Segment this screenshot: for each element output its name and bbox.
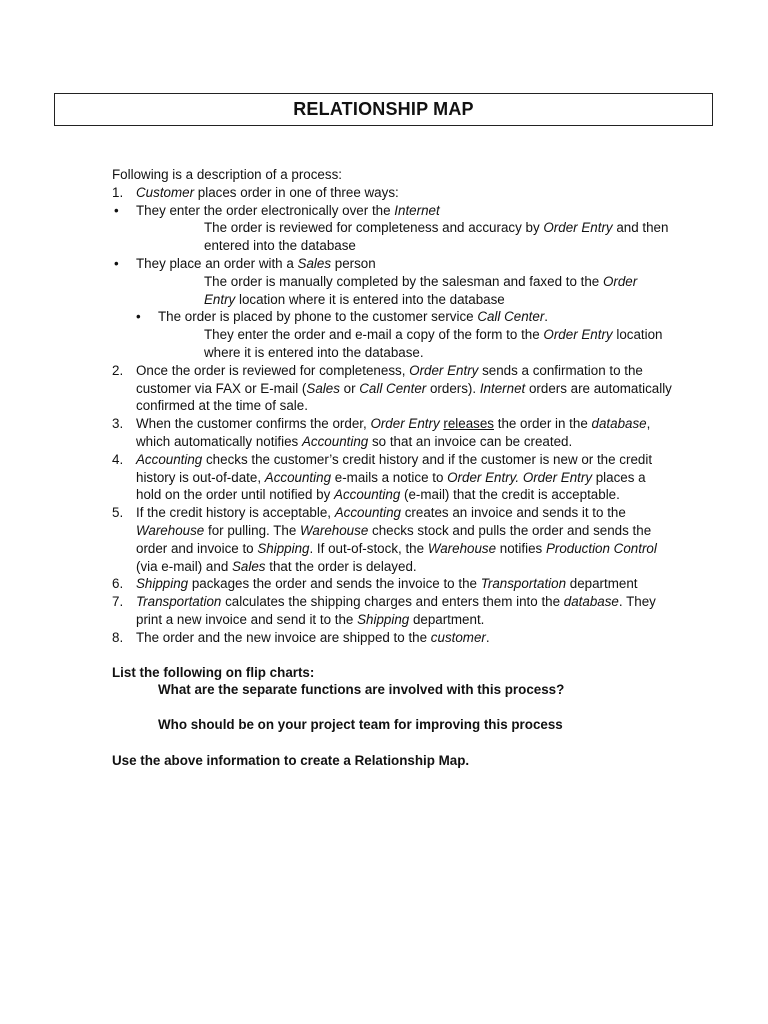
step-text: Customer places order in one of three ways: xyxy=(136,184,399,200)
step-text: Transportation calculates the shipping charges and enters them into the database. They print a new invoice and send it to the Shipping department. xyxy=(136,594,656,627)
underlined-term: releases xyxy=(443,416,494,432)
emphasized-term: Sales xyxy=(306,380,340,396)
emphasized-term: Call Center xyxy=(477,309,545,325)
step-8 xyxy=(112,629,672,647)
step-number: 3. xyxy=(112,416,124,432)
bullet-sales xyxy=(112,255,672,273)
step-number: 2. xyxy=(112,362,124,378)
emphasized-term: Warehouse xyxy=(136,522,205,538)
step-text: Accounting checks the customer’s credit history and if the customer is new or the credit history is out-of-date, Accounting e-mails a notice to Order Entry. Order Entry places a hold on the order until notified by Accounting (e-mail) that the credit is acceptable. xyxy=(136,451,653,503)
intro-text: Following is a description of a process: xyxy=(112,167,342,182)
step-number: 6. xyxy=(112,576,124,592)
emphasized-term: Accounting xyxy=(136,451,203,467)
emphasized-term: Accounting xyxy=(334,505,401,521)
step-number: 8. xyxy=(112,629,124,645)
bullet-icon: • xyxy=(114,255,119,271)
bullet-icon: • xyxy=(114,202,119,218)
step-number: 5. xyxy=(112,505,124,521)
page-title: RELATIONSHIP MAP xyxy=(293,99,474,119)
emphasized-term: Sales xyxy=(297,255,332,271)
emphasized-term: Order Entry xyxy=(543,327,613,343)
step-6 xyxy=(112,575,672,593)
emphasized-term: Order Entry xyxy=(370,416,440,432)
step-7 xyxy=(112,593,672,629)
emphasized-term: Customer xyxy=(136,184,195,200)
emphasized-term: Transportation xyxy=(136,594,222,610)
emphasized-term: Shipping xyxy=(257,540,310,556)
bullet-detail: The order is manually completed by the salesman and faxed to the Order Entry location where it is entered into the database xyxy=(204,273,638,307)
flip-charts-question-2: Who should be on your project team for improving this process xyxy=(158,717,563,733)
bullet-call-center xyxy=(112,308,672,326)
bullet-text: They enter the order electronically over the Internet xyxy=(136,202,440,218)
bullet-text: They place an order with a Sales person xyxy=(136,255,376,271)
step-number: 7. xyxy=(112,594,124,610)
step-text: Once the order is reviewed for completeness, Order Entry sends a confirmation to the customer via FAX or E-mail (Sales or Call Center orders). Internet orders are automatically confirmed at the time of sale. xyxy=(136,362,672,414)
bullet-detail: The order is reviewed for completeness and accuracy by Order Entry and then entered into the database xyxy=(204,220,669,254)
step-3 xyxy=(112,415,672,451)
step-text: Shipping packages the order and sends the invoice to the Transportation department xyxy=(136,576,638,592)
process-description xyxy=(112,166,672,770)
emphasized-term: Accounting xyxy=(264,469,332,485)
emphasized-term: Order Entry xyxy=(543,220,613,236)
emphasized-term: Order Entry. xyxy=(447,469,520,485)
emphasized-term: Accounting xyxy=(301,433,369,449)
bullet-text: The order is placed by phone to the customer service Call Center. xyxy=(158,309,549,325)
step-text: The order and the new invoice are shipped to the customer. xyxy=(136,629,490,645)
emphasized-term: Sales xyxy=(232,558,266,574)
step-number: 1. xyxy=(112,184,124,200)
emphasized-term: Warehouse xyxy=(427,540,497,556)
emphasized-term: Order Entry xyxy=(204,273,638,307)
emphasized-term: Production Control xyxy=(545,540,657,556)
emphasized-term: customer xyxy=(430,629,486,645)
step-4 xyxy=(112,451,672,504)
step-text: If the credit history is acceptable, Accounting creates an invoice and sends it to the Warehouse for pulling. The Warehouse checks stock and pulls the order and sends the order and invoice to Shipping. If out-of-stock, the Warehouse notifies Production Control (via e-mail) and Sales that the order is delayed. xyxy=(136,505,657,574)
step-number: 4. xyxy=(112,451,124,467)
emphasized-term: Internet xyxy=(394,202,440,218)
emphasized-term: database xyxy=(591,416,647,432)
step-text: When the customer confirms the order, Order Entry releases the order in the database, which automatically notifies Accounting so that an invoice can be created. xyxy=(136,416,651,449)
emphasized-term: database xyxy=(563,594,619,610)
title-box xyxy=(54,93,713,126)
emphasized-term: Transportation xyxy=(480,576,567,592)
step-1 xyxy=(112,184,672,202)
emphasized-term: Accounting xyxy=(334,487,401,503)
step-5 xyxy=(112,504,672,575)
emphasized-term: Shipping xyxy=(357,611,410,627)
bullet-icon: • xyxy=(136,309,141,325)
flip-charts-heading: List the following on flip charts: xyxy=(112,664,315,680)
bullet-internet xyxy=(112,202,672,220)
emphasized-term: Warehouse xyxy=(300,522,369,538)
emphasized-term: Order Entry xyxy=(522,469,593,485)
flip-charts-question-1: What are the separate functions are involved with this process? xyxy=(158,682,565,698)
emphasized-term: Internet xyxy=(479,380,526,396)
emphasized-term: Order Entry xyxy=(409,362,479,378)
step-2 xyxy=(112,362,672,415)
emphasized-term: Call Center xyxy=(359,380,427,396)
emphasized-term: Shipping xyxy=(136,576,189,592)
closing-instruction: Use the above information to create a Relationship Map. xyxy=(112,752,470,768)
bullet-detail: They enter the order and e-mail a copy of the form to the Order Entry location where it is entered into the database. xyxy=(204,327,663,360)
